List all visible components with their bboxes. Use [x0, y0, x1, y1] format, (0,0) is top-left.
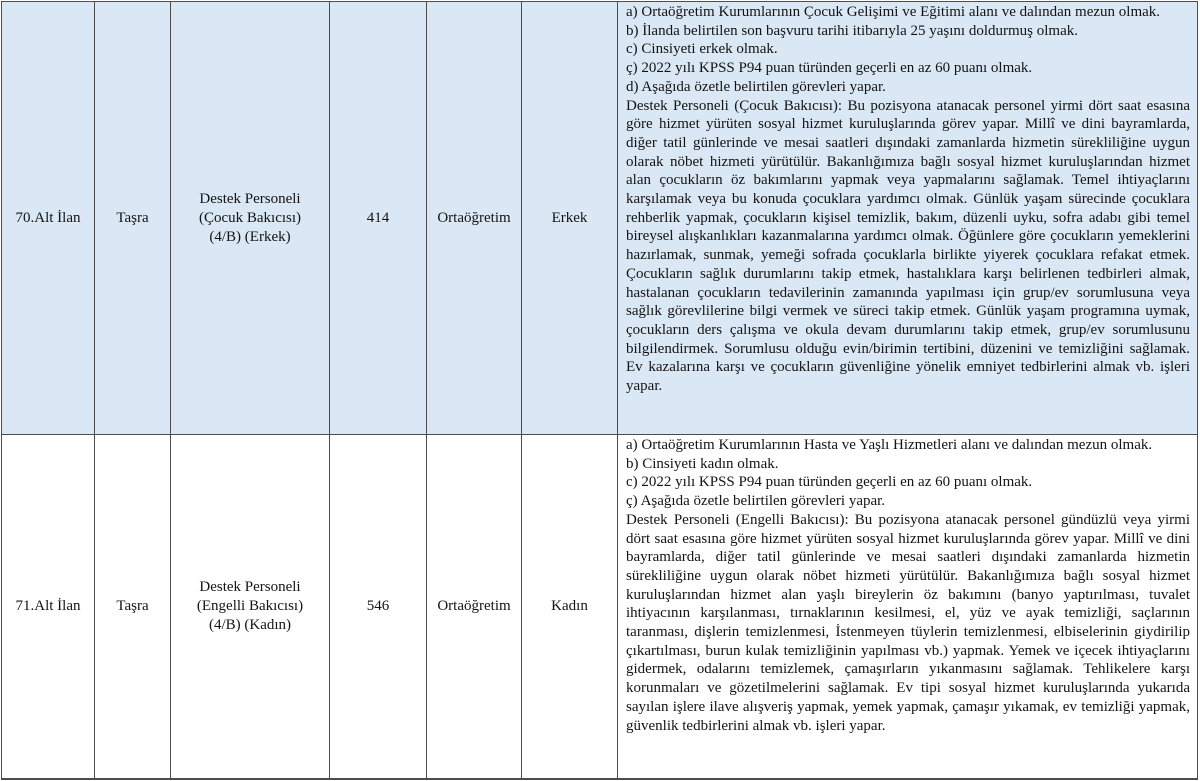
- aciklama-content: [618, 435, 1197, 777]
- ogrenim-cell: [427, 435, 522, 779]
- table-row-70: [2, 2, 1198, 435]
- ogrenim-value: Ortaöğretim: [437, 597, 511, 614]
- nitelik-item: c) 2022 yılı KPSS P94 puan türünden geçerli en az 60 puanı olmak.: [626, 474, 1033, 491]
- unvan-line: Destek Personeli: [199, 190, 301, 207]
- aciklama-cell: [618, 435, 1198, 779]
- nitelik-item: a) Ortaöğretim Kurumlarının Çocuk Gelişimi ve Eğitimi alanı ve dalından mezun olmak.: [626, 4, 1161, 20]
- job-posting-table: [1, 1, 1198, 780]
- teskilat-cell: [95, 2, 171, 435]
- ilan-no-value: 70.Alt İlan: [15, 209, 81, 226]
- adet-cell: [330, 2, 427, 435]
- ilan-no-cell: [2, 435, 95, 779]
- gorev-paragraf: Destek Personeli (Çocuk Bakıcısı): Bu pozisyona atanacak personel yirmi dört saat esasına göre hizmet yürüten sosyal hizmet kuruluşlarında görev yapar. Millî ve dini bayramlarda, diğer tatil günlerinde ve mesai saatleri dışındaki zamanlarda hizmetin sürekliliğine uygun olarak nöbet hizmeti yürütülür. Bakanlığımıza bağlı sosyal hizmet kuruluşlarından hizmet alan çocukların öz bakımlarını yapmak veya yapmalarını sağlamak. Temel ihtiyaçlarını karşılamak veya bu konuda çocuklara yardımcı olmak. Günlük yaşam sürecinde çocuklara rehberlik yapmak, çocukların kişisel temizlik, bakım, düzenli uyku, sofra adabı gibi temel bireysel alışkanlıkları kazanmalarına yardımcı olmak. Öğünlere göre çocukların yemeklerini hazırlamak, sunmak, yemeği sofrada çocuklarla birlikte yiyerek çocuklara refakat etmek. Çocukların sağlık durumlarını takip etmek, hastalıklara karşı belirlenen tedbirleri almak, hastalanan çocukların tedavilerinin zamanında yapılması için grup/ev sorumlusuna veya sağlık görevlilerine bilgi vermek ve süreci takip etmek. Günlük yaşam programına uymak, çocukların ders çalışma ve okula devam durumlarını takip etmek, grup/ev sorumlusunu bilgilendirmek. Sorumlusu olduğu evin/birimin tertibini, düzenini ve temizliğini sağlamak. Ev kazalarına karşı ve çocukların güvenliğine yönelik emniyet tedbirlerini almak vb. işleri yapar.: [626, 97, 1190, 395]
- nitelik-item: b) Cinsiyeti kadın olmak.: [626, 455, 779, 472]
- nitelik-item: a) Ortaöğretim Kurumlarının Hasta ve Yaşlı Hizmetleri alanı ve dalından mezun olmak.: [626, 437, 1153, 453]
- unvan-line: (4/B) (Kadın): [208, 616, 292, 633]
- unvan-line: (Engelli Bakıcısı): [196, 597, 304, 614]
- ilan-no-cell: [2, 2, 95, 435]
- cinsiyet-value: Kadın: [551, 597, 588, 614]
- nitelik-item: d) Aşağıda özetle belirtilen görevleri yapar.: [626, 78, 886, 95]
- teskilat-value: Taşra: [116, 209, 149, 226]
- unvan-line: (4/B) (Erkek): [209, 228, 291, 245]
- adet-value: 546: [366, 597, 390, 614]
- ogrenim-cell: [427, 2, 522, 435]
- ogrenim-value: Ortaöğretim: [437, 209, 511, 226]
- aciklama-content: [618, 2, 1197, 433]
- nitelik-item: c) Cinsiyeti erkek olmak.: [626, 41, 778, 58]
- aciklama-cell: [618, 2, 1198, 435]
- cinsiyet-value: Erkek: [551, 209, 588, 226]
- cinsiyet-cell: [522, 435, 618, 779]
- unvan-line: Destek Personeli: [199, 578, 301, 595]
- unvan-cell: [171, 2, 330, 435]
- ilan-no-value: 71.Alt İlan: [15, 597, 81, 614]
- nitelik-item: ç) 2022 yılı KPSS P94 puan türünden geçerli en az 60 puanı olmak.: [626, 60, 1033, 77]
- nitelik-item: b) İlanda belirtilen son başvuru tarihi itibarıyla 25 yaşını doldurmuş olmak.: [626, 22, 1078, 39]
- adet-cell: [330, 435, 427, 779]
- table-row-71: [2, 435, 1198, 779]
- cinsiyet-cell: [522, 2, 618, 435]
- unvan-cell: [171, 435, 330, 779]
- teskilat-cell: [95, 435, 171, 779]
- teskilat-value: Taşra: [116, 597, 149, 614]
- unvan-line: (Çocuk Bakıcısı): [198, 209, 302, 226]
- gorev-paragraf: Destek Personeli (Engelli Bakıcısı): Bu pozisyona atanacak personel gündüzlü veya yirmi dört saat esasına göre hizmet yürüten sosyal hizmet kuruluşlarında görev yapar. Millî ve dini bayramlarda, diğer tatil günlerinde ve mesai saatleri dışındaki zamanlarda hizmetin sürekliliğine uygun olarak nöbet hizmeti yürütülür. Bakanlığımıza bağlı sosyal hizmet kuruluşlarından hizmet alan yaşlı bireylerin öz bakımını (banyo yaptırılması, tuvalet ihtiyacının karşılanması, tırnaklarının kesilmesi, el, yüz ve ayak temizliği, saçlarının taranması, dişlerin temizlenmesi, İstenmeyen tüylerin temizlenmesi, elbiselerinin giydirilip çıkartılması, burun kulak temizliğinin yapılması vb.) yapmak. Yemek ve içecek ihtiyaçlarını gidermek, odalarını temizlemek, çamaşırların yıkanmasını sağlamak. Tehlikelere karşı korunmaları ve gözetilmelerini sağlamak. Ev tipi sosyal hizmet kuruluşlarında yukarıda sayılan işlere ilave alışveriş yapmak, yemek yapmak, çamaşır yıkamak, ev temizliği yapmak, güvenlik tedbirlerini almak vb. işleri yapar.: [626, 511, 1190, 734]
- adet-value: 414: [366, 209, 390, 226]
- nitelik-item: ç) Aşağıda özetle belirtilen görevleri yapar.: [626, 493, 886, 510]
